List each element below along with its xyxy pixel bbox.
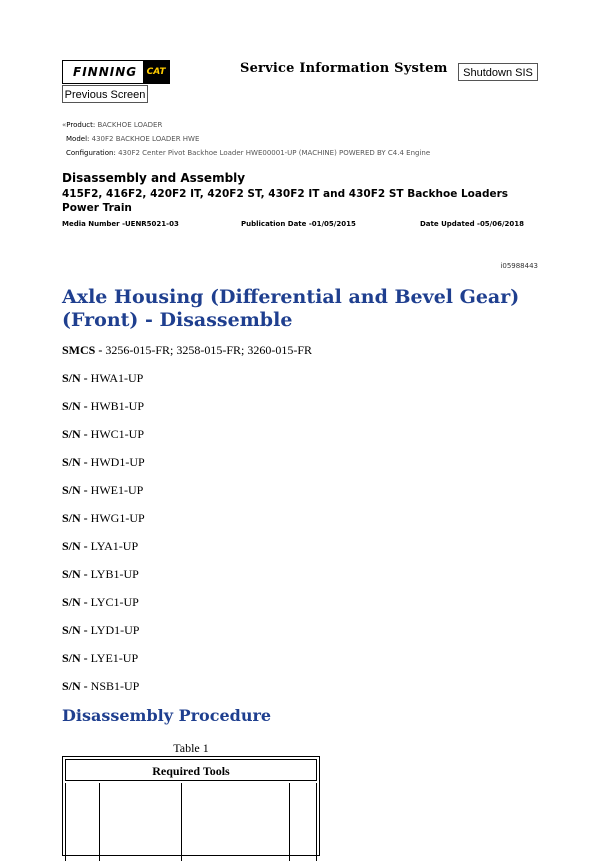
configuration-value: 430F2 Center Pivot Backhoe Loader HWE00001-UP (MACHINE) POWERED BY C4.4 Engine [118,149,431,157]
model-line [66,135,199,143]
serial-item [62,427,145,455]
previous-screen-button[interactable]: Previous Screen [62,85,148,103]
sn-label: S/N - [62,595,91,609]
document-subtitle: 415F2, 416F2, 420F2 IT, 420F2 ST, 430F2 IT and 430F2 ST Backhoe Loaders Power Train [62,188,509,214]
sn-value: LYE1-UP [90,651,139,665]
required-tools-table [62,756,320,856]
finning-logo-text: FINNING [63,61,143,83]
product-line [62,121,162,129]
smcs-line [62,343,312,358]
sn-value: HWG1-UP [90,511,145,525]
serial-item [62,399,145,427]
system-title: Service Information System [240,61,448,76]
sn-label: S/N - [62,567,91,581]
document-title: Disassembly and Assembly [62,171,246,185]
sn-value: LYB1-UP [90,567,139,581]
configuration-line [66,149,430,157]
column-divider [99,783,100,861]
finning-cat-logo [62,60,170,84]
serial-number-list [62,371,145,707]
sn-label: S/N - [62,371,91,385]
sn-value: HWC1-UP [90,427,145,441]
serial-item [62,623,145,651]
cat-logo-mark: CAT [143,61,169,83]
serial-item [62,455,145,483]
table-columns [65,781,317,861]
sn-value: LYD1-UP [90,623,140,637]
column-divider [289,783,290,861]
sn-value: HWD1-UP [90,455,145,469]
sn-label: S/N - [62,651,91,665]
serial-item [62,567,145,595]
product-label: Product: [66,121,96,129]
sn-label: S/N - [62,483,91,497]
configuration-label: Configuration: [66,149,116,157]
sn-label: S/N - [62,679,91,693]
sn-label: S/N - [62,539,91,553]
sn-label: S/N - [62,623,91,637]
sn-value: LYA1-UP [90,539,139,553]
publication-date: Publication Date -01/05/2015 [241,220,356,228]
serial-item [62,679,145,707]
media-number: Media Number -UENR5021-03 [62,220,179,228]
sn-value: NSB1-UP [90,679,140,693]
serial-item [62,371,145,399]
smcs-label: SMCS - [62,343,106,357]
sn-label: S/N - [62,399,91,413]
model-value: 430F2 BACKHOE LOADER HWE [91,135,200,143]
page-title: Axle Housing (Differential and Bevel Gear) (Front) - Disassemble [62,286,520,331]
serial-item [62,651,145,679]
serial-item [62,511,145,539]
column-divider [181,783,182,861]
column-divider [316,783,317,861]
sn-value: HWE1-UP [90,483,144,497]
procedure-heading: Disassembly Procedure [62,706,272,725]
serial-item [62,539,145,567]
collapse-icon[interactable]: « [62,121,67,129]
sn-value: HWB1-UP [90,399,145,413]
product-value: BACKHOE LOADER [97,121,163,129]
column-divider [65,783,66,861]
table-caption: Table 1 [173,741,209,755]
smcs-value: 3256-015-FR; 3258-015-FR; 3260-015-FR [105,343,313,357]
model-label: Model: [66,135,90,143]
sn-label: S/N - [62,455,91,469]
sn-label: S/N - [62,511,91,525]
date-updated: Date Updated -05/06/2018 [420,220,525,228]
serial-item [62,595,145,623]
sn-value: HWA1-UP [90,371,144,385]
serial-item [62,483,145,511]
sn-label: S/N - [62,427,91,441]
sn-value: LYC1-UP [90,595,139,609]
table-header: Required Tools [65,759,317,781]
image-id: i05988443 [500,262,538,270]
shutdown-sis-button[interactable]: Shutdown SIS [458,63,538,81]
